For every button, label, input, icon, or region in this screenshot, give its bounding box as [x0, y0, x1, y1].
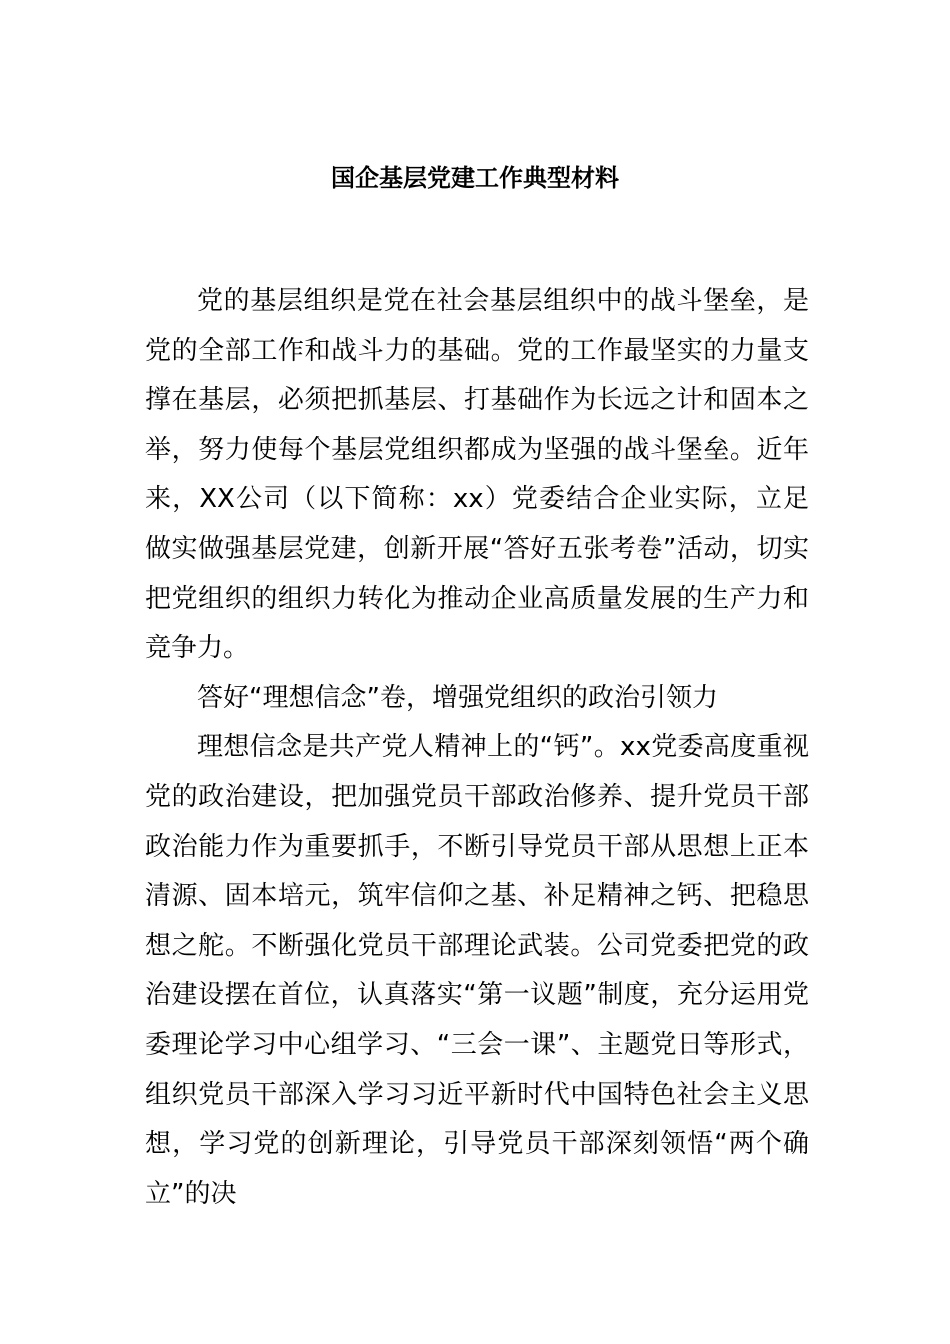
document-title: 国企基层党建工作典型材料: [331, 164, 619, 192]
paragraph-ideals: 理想信念是共产党人精神上的“钙”。xx党委高度重视党的政治建设，把加强党员干部政治修养、提升党员干部政治能力作为重要抓手，不断引导党员干部从思想上正本清源、固本培元，筑牢信仰之基、补足精神之钙、把稳思想之舵。不断强化党员干部理论武装。公司党委把党的政治建设摆在首位，认真落实“第一议题”制度，充分运用党委理论学习中心组学习、“三会一课”、主题党日等形式，组织党员干部深入学习习近平新时代中国特色社会主义思想，学习党的创新理论，引导党员干部深刻领悟“两个确立”的决: [145, 732, 809, 1209]
section-heading-ideals: 答好“理想信念”卷，增强党组织的政治引领力: [197, 682, 718, 713]
document-body: [145, 277, 809, 1219]
paragraph-intro: 党的基层组织是党在社会基层组织中的战斗堡垒，是党的全部工作和战斗力的基础。党的工作最坚实的力量支撑在基层，必须把抓基层、打基础作为长远之计和固本之举，努力使每个基层党组织都成为坚强的战斗堡垒。近年来，XX公司（以下简称：xx）党委结合企业实际，立足做实做强基层党建，创新开展“答好五张考卷”活动，切实把党组织的组织力转化为推动企业高质量发展的生产力和竞争力。: [145, 286, 809, 664]
